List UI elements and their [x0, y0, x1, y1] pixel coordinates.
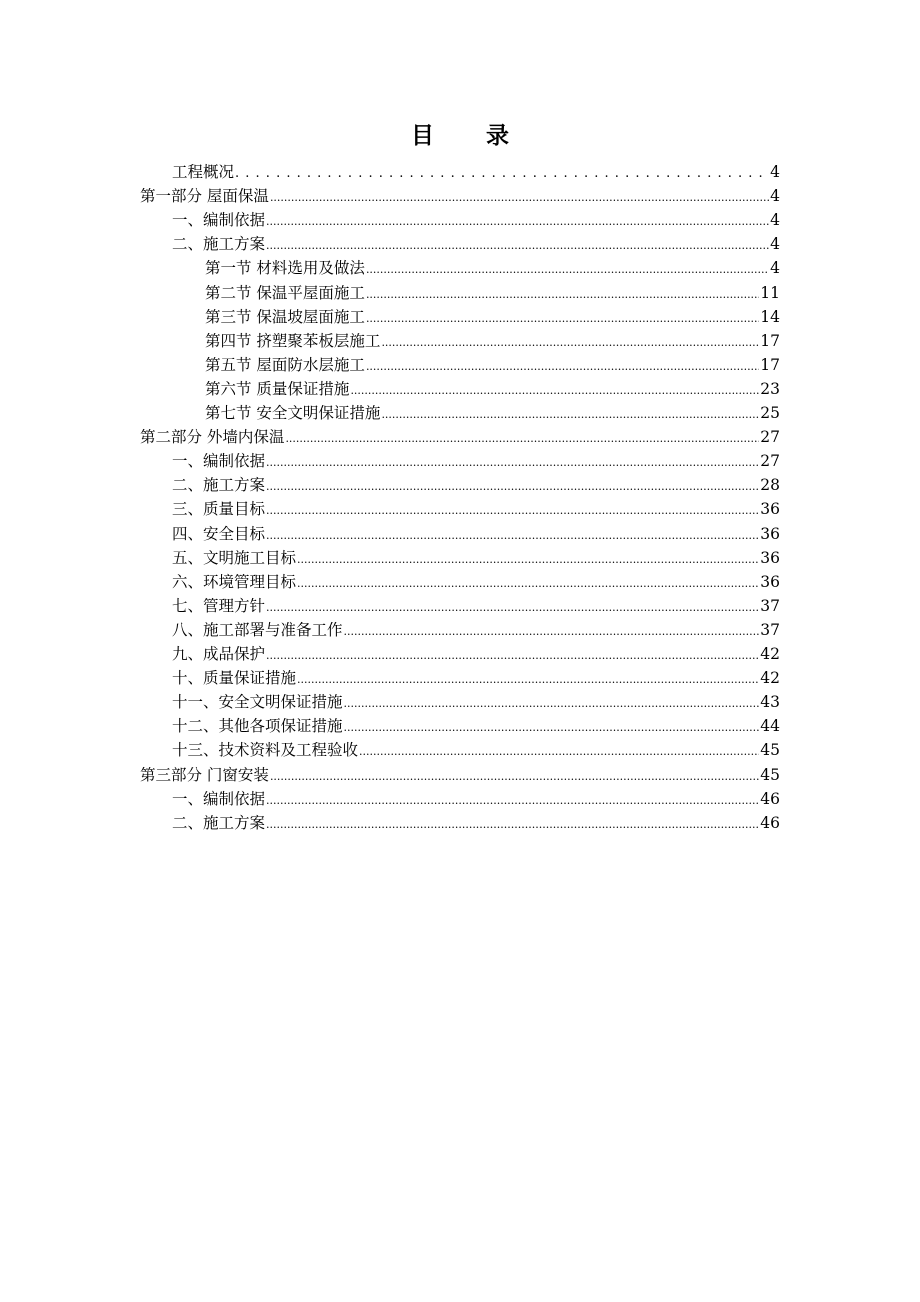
toc-entry-page-number: 36: [760, 572, 780, 591]
page-title: 目 录: [410, 122, 531, 149]
toc-entry-label: 七、管理方针: [172, 596, 266, 615]
toc-leader-dots: [270, 765, 759, 785]
toc-leader-dots: [266, 234, 769, 254]
toc-entry-label: 第二节 保温平屋面施工: [205, 283, 365, 302]
toc-leader-dots: [266, 596, 759, 616]
toc-leader-dots: [297, 668, 759, 688]
toc-entry[interactable]: [172, 785, 780, 809]
toc-entry-label: 二、施工方案: [172, 235, 266, 254]
toc-entry-label: 第四节 挤塑聚苯板层施工: [205, 331, 381, 350]
toc-entry[interactable]: [140, 182, 780, 206]
toc-entry-label: 十、质量保证措施: [172, 669, 297, 688]
toc-entry-page-number: 46: [760, 789, 780, 808]
toc-entry[interactable]: [205, 399, 780, 423]
toc-entry-label: 五、文明施工目标: [172, 548, 297, 567]
toc-entry-label: 第二部分 外墙内保温: [140, 428, 285, 447]
toc-leader-dots: [366, 355, 759, 375]
toc-entry-label: 一、编制依据: [172, 789, 266, 808]
toc-entry-label: 六、环境管理目标: [172, 572, 297, 591]
toc-entry-label: 工程概况: [172, 163, 235, 181]
toc-leader-dots: [344, 692, 760, 712]
toc-entry-page-number: 23: [760, 379, 780, 398]
toc-entry[interactable]: [172, 592, 780, 616]
toc-entry[interactable]: [172, 568, 780, 592]
toc-entry-page-number: 17: [760, 355, 780, 374]
toc-entry-page-number: 4: [770, 163, 780, 181]
toc-entry[interactable]: [172, 688, 780, 712]
toc-leader-dots: [266, 451, 759, 471]
toc-leader-dots: [359, 740, 759, 760]
toc-entry[interactable]: [172, 158, 780, 182]
toc-entry-page-number: 36: [760, 524, 780, 543]
toc-entry-page-number: 46: [760, 813, 780, 832]
toc-leader-dots: [344, 716, 760, 736]
toc-entry-page-number: 37: [760, 620, 780, 639]
toc-leader-dots: [366, 307, 759, 327]
toc-entry-label: 二、施工方案: [172, 476, 266, 495]
toc-leader-dots: [381, 331, 759, 351]
toc-entry-page-number: 36: [760, 500, 780, 519]
toc-leader-dots: [297, 548, 759, 568]
toc-entry-label: 一、编制依据: [172, 452, 266, 471]
toc-entry-page-number: 37: [760, 596, 780, 615]
toc-entry-label: 十一、安全文明保证措施: [172, 693, 343, 712]
toc-entry[interactable]: [172, 736, 780, 760]
toc-entry-page-number: 25: [760, 404, 780, 422]
toc-entry-label: 八、施工部署与准备工作: [172, 620, 343, 639]
toc-entry-page-number: 28: [760, 476, 780, 495]
toc-entry[interactable]: [172, 206, 780, 230]
toc-entry-page-number: 14: [760, 307, 780, 326]
toc-leader-dots: [266, 475, 759, 495]
toc-entry-page-number: 45: [760, 741, 780, 760]
toc-entry-label: 第七节 安全文明保证措施: [205, 404, 381, 422]
toc-entry[interactable]: [172, 664, 780, 688]
toc-entry[interactable]: [172, 544, 780, 568]
toc-leader-dots: [350, 379, 759, 399]
toc-entry-page-number: 27: [760, 452, 780, 471]
toc-leader-dots: [266, 789, 759, 809]
toc-entry[interactable]: [205, 254, 780, 278]
toc-entry[interactable]: [205, 303, 780, 327]
toc-leader-dots: [266, 524, 759, 544]
toc-entry[interactable]: [172, 640, 780, 664]
toc-entry[interactable]: [172, 230, 780, 254]
toc-leader-dots: [266, 644, 759, 664]
toc-entry-page-number: 42: [760, 669, 780, 688]
toc-entry-label: 二、施工方案: [172, 813, 266, 832]
toc-entry[interactable]: [205, 279, 780, 303]
toc-leader-dots: [366, 283, 759, 303]
toc-leader-dots: [266, 813, 759, 833]
toc-leader-dots: [266, 499, 759, 519]
toc-entry-page-number: 4: [770, 211, 780, 230]
toc-entry-label: 第三部分 门窗安装: [140, 765, 269, 784]
toc-entry-page-number: 17: [760, 331, 780, 350]
toc-entry-page-number: 45: [760, 765, 780, 784]
toc-entry-label: 四、安全目标: [172, 524, 266, 543]
toc-leader-dots: [344, 620, 760, 640]
toc-leader-dots: [297, 572, 759, 592]
toc-entry-page-number: 36: [760, 548, 780, 567]
toc-entry[interactable]: [172, 712, 780, 736]
toc-entry-page-number: 4: [770, 259, 780, 278]
toc-entry[interactable]: [140, 761, 780, 785]
toc-entry-label: 第三节 保温坡屋面施工: [205, 307, 365, 326]
toc-entry[interactable]: [172, 520, 780, 544]
toc-entry-page-number: 27: [760, 428, 780, 447]
toc-entry-page-number: 4: [770, 235, 780, 254]
toc-entry-page-number: 43: [760, 693, 780, 712]
toc-entry[interactable]: [172, 447, 780, 471]
toc-entry-label: 三、质量目标: [172, 500, 266, 519]
toc-entry[interactable]: [172, 495, 780, 519]
toc-entry-page-number: 11: [760, 283, 780, 302]
toc-leader-dots: [366, 258, 769, 278]
toc-entry-label: 九、成品保护: [172, 645, 266, 663]
toc-entry-label: 第六节 质量保证措施: [205, 379, 350, 398]
toc-entry-page-number: 4: [770, 187, 780, 206]
toc-entry-page-number: 44: [760, 717, 780, 736]
toc-entry[interactable]: [172, 809, 780, 833]
toc-leader-dots: [266, 210, 769, 230]
toc-entry-label: 十二、其他各项保证措施: [172, 717, 343, 736]
toc-entry[interactable]: [205, 375, 780, 399]
toc-leader-dots: [270, 186, 769, 206]
toc-entry[interactable]: [172, 471, 780, 495]
toc-entry[interactable]: [140, 423, 780, 447]
toc-entry-label: 第一部分 屋面保温: [140, 187, 269, 206]
toc-entry-label: 第一节 材料选用及做法: [205, 259, 365, 278]
toc-entry-label: 第五节 屋面防水层施工: [205, 355, 365, 374]
toc-entry[interactable]: [172, 616, 780, 640]
toc-leader-dots: [381, 403, 759, 423]
toc-entry-label: 十三、技术资料及工程验收: [172, 741, 359, 760]
toc-entry[interactable]: [205, 351, 780, 375]
toc-leader-dots: [235, 162, 769, 182]
toc-entry[interactable]: [205, 327, 780, 351]
toc-entry-page-number: 42: [760, 645, 780, 663]
toc-entry-label: 一、编制依据: [172, 211, 266, 230]
toc-leader-dots: [285, 427, 759, 447]
